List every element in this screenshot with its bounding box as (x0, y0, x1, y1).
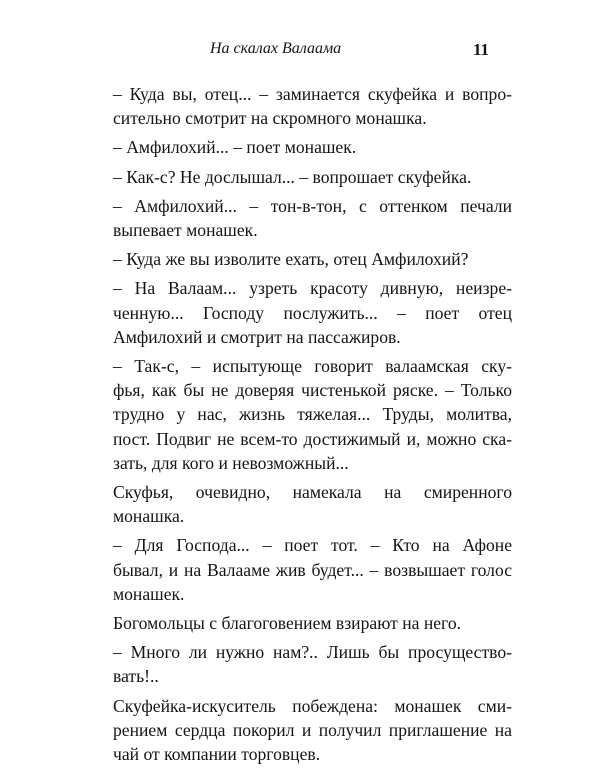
paragraph (89, 135, 512, 159)
text-line: монашка. (113, 506, 185, 527)
running-title: На скалах Валаама (210, 40, 342, 57)
text-line: зать, для кого и невозможный... (113, 452, 349, 473)
text-line: трудно у нас, жизнь тяжелая... Труды, молитва, (113, 404, 512, 425)
text-line: рением сердца покорил и получил приглашение на (113, 719, 512, 740)
page-number: 11 (473, 40, 490, 59)
text-line: Скуфья, очевидно, намекала на смиренного (113, 482, 512, 503)
text-line: – Так-с, – испытующе говорит валаамская ску- (113, 356, 512, 377)
text-line: – Амфилохий... – поет монашек. (113, 137, 357, 158)
text-line: ченную... Господу послужить... – поет отец (113, 302, 512, 323)
text-line: – На Валаам... узреть красоту дивную, неизре- (113, 278, 512, 299)
paragraph (89, 611, 512, 635)
text-line: Скуфейка-искуситель побеждена: монашек сми- (113, 695, 512, 716)
paragraph (89, 640, 512, 688)
paragraph (89, 354, 512, 475)
body-text (89, 82, 512, 771)
paragraph (89, 165, 512, 189)
text-line: – Куда же вы изволите ехать, отец Амфилохий? (113, 249, 469, 270)
text-line: Амфилохий и смотрит на пассажиров. (113, 326, 401, 347)
paragraph (89, 533, 512, 606)
paragraph (89, 82, 512, 130)
text-line: – Амфилохий... – тон-в-тон, с оттенком печали (113, 195, 512, 216)
text-line: Богомольцы с благоговением взирают на него. (113, 613, 462, 634)
paragraph (89, 247, 512, 271)
text-line: пост. Подвиг не всем-то достижимый и, можно ска- (113, 428, 512, 449)
paragraph (89, 194, 512, 242)
text-line: фья, как бы не доверяя чистенькой ряске. – Только (113, 380, 512, 401)
text-line: – Куда вы, отец... – заминается скуфейка и вопро- (113, 84, 512, 104)
text-line: сительно смотрит на скромного монашка. (113, 108, 427, 129)
paragraph (89, 276, 512, 349)
text-line: – Много ли нужно нам?.. Лишь бы просущество- (113, 642, 512, 663)
text-line: чай от компании торговцев. (113, 744, 321, 765)
paragraph (89, 694, 512, 767)
text-line: – Как-с? Не дослышал... – вопрошает скуфейка. (113, 166, 472, 187)
running-head (0, 40, 600, 64)
text-line: вать!.. (113, 666, 159, 687)
text-line: – Для Господа... – поет тот. – Кто на Афоне (113, 535, 512, 556)
text-line: выпевает монашек. (113, 220, 258, 241)
text-line: монашек. (113, 583, 185, 604)
text-line: бывал, и на Валааме жив будет... – возвышает голос (113, 559, 512, 580)
paragraph (89, 480, 512, 528)
